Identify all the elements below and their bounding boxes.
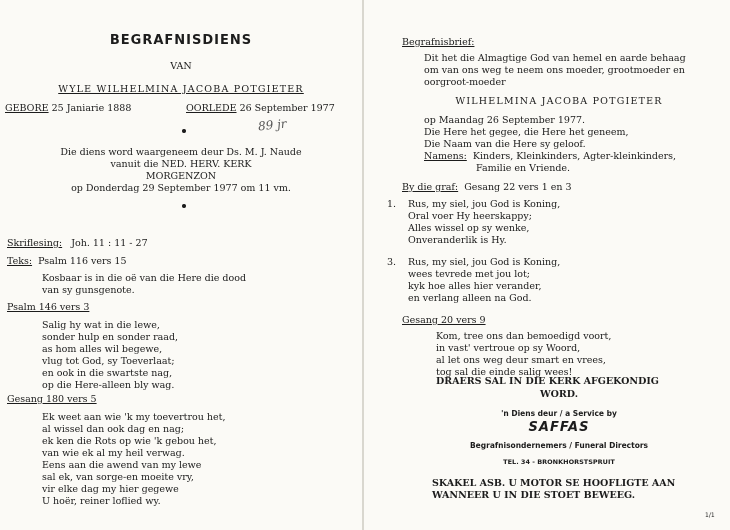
gesang20-line-4: tog sal die einde salig wees! (436, 367, 573, 378)
deceased-name: WYLE WILHELMINA JACOBA POTGIETER (58, 84, 304, 95)
verse3-line-3: kyk hoe alles hier verander, (408, 281, 542, 292)
psalm-line-1: Salig hy wat in die lewe, (42, 320, 160, 331)
graf-label: By die graf: (402, 182, 459, 193)
psalm-line-5: en ook in die swartste nag, (42, 368, 173, 379)
verse1-line-2: Oral voer Hy heerskappy; (408, 211, 532, 222)
verse1-line-1: Rus, my siel, jou God is Koning, (408, 199, 561, 210)
bullet-dot (182, 204, 186, 208)
brief-line-3: oorgroot-moeder (424, 77, 506, 88)
draers-line-2: WORD. (539, 389, 579, 400)
right-page (364, 0, 730, 530)
gesang20-label: Gesang 20 vers 9 (402, 315, 486, 326)
brief-line-5: Die Here het gegee, die Here het geneem, (424, 127, 629, 138)
oorlede-date: 26 September 1977 (239, 103, 335, 114)
gesang-label: Gesang 180 vers 5 (7, 394, 97, 405)
namens-text: Kinders, Kleinkinders, Agter-kleinkinders, (472, 151, 677, 162)
skriflesing-label: Skriflesing: (7, 238, 63, 249)
handwritten-note: 89 jr (257, 116, 288, 134)
brief-line-6: Die Naam van die Here sy geloof. (424, 139, 586, 150)
skakel-line-1: SKAKEL ASB. U MOTOR SE HOOFLIGTE AAN (432, 478, 676, 489)
gesang-line-1: Ek weet aan wie 'k my toevertrou het, (42, 412, 226, 423)
namens (424, 151, 676, 164)
graf (402, 182, 572, 195)
teks-ref: Psalm 116 vers 15 (38, 256, 127, 267)
namens-text-2: Familie en Vriende. (476, 163, 571, 174)
gesang-line-7: vir elke dag my hier gegewe (42, 484, 179, 495)
psalm-line-4: vlug tot God, sy Toeverlaat; (42, 356, 175, 367)
van-label: VAN (170, 61, 192, 72)
brief-label: Begrafnisbrief: (402, 37, 475, 48)
birth-line (5, 103, 131, 116)
death-line (186, 103, 335, 116)
telephone: TEL. 34 - BRONKHORSTSPRUIT (503, 458, 615, 466)
teks (7, 256, 127, 269)
funeral-directors: Begrafnisondernemers / Funeral Directors (469, 441, 649, 450)
skakel-line-2: WANNEER U IN DIE STOET BEWEEG. (432, 490, 636, 501)
psalm-line-6: op die Here-alleen bly wag. (42, 380, 175, 391)
gebore-date: 25 Janiarie 1888 (51, 103, 132, 114)
gesang-line-3: ek ken die Rots op wie 'k gebou het, (42, 436, 217, 447)
verse3-line-1: Rus, my siel, jou God is Koning, (408, 257, 561, 268)
brief-line-2: om van ons weg te neem ons moeder, grootmoeder en (424, 65, 685, 76)
gesang20-line-2: in vast' vertroue op sy Woord, (436, 343, 581, 354)
verse3-number: 3. (387, 257, 397, 268)
saffas-logo: SAFFAS (528, 420, 590, 435)
brief-line-4: op Maandag 26 September 1977. (424, 115, 586, 126)
teks-label: Teks: (7, 256, 33, 267)
left-page (0, 0, 362, 530)
gesang-line-8: U hoër, reiner loflied wy. (42, 496, 161, 507)
gesang20-line-1: Kom, tree ons dan bemoedigd voort, (436, 331, 612, 342)
verse1-line-4: Onveranderlik is Hy. (408, 235, 507, 246)
service-line-3: MORGENZON (145, 171, 217, 182)
service-line-2: vanuit die NED. HERV. KERK (110, 159, 252, 170)
oorlede-label: OORLEDE (186, 103, 237, 114)
bullet-dot (182, 129, 186, 133)
service-by: 'n Diens deur / a Service by (501, 409, 617, 418)
gebore-label: GEBORE (5, 103, 49, 114)
teks-line-2: van sy gunsgenote. (42, 285, 135, 296)
draers-line-1: DRAERS SAL IN DIE KERK AFGEKONDIG (436, 376, 659, 387)
skriflesing (7, 238, 148, 251)
verse1-line-3: Alles wissel op sy wenke, (408, 223, 530, 234)
brief-name: WILHELMINA JACOBA POTGIETER (455, 96, 663, 107)
graf-ref: Gesang 22 vers 1 en 3 (464, 182, 572, 193)
gesang20-line-3: al let ons weg deur smart en vrees, (436, 355, 606, 366)
service-line-4: op Donderdag 29 September 1977 om 11 vm. (71, 183, 291, 194)
service-line-1: Die diens word waargeneem deur Ds. M. J. Naude (60, 147, 302, 158)
psalm-line-3: as hom alles wil begewe, (42, 344, 163, 355)
brief-line-1: Dit het die Almagtige God van hemel en aarde behaag (424, 53, 686, 64)
verse3-line-4: en verlang alleen na God. (408, 293, 532, 304)
page-mark: 1/1 (705, 512, 715, 519)
skriflesing-ref: Joh. 11 : 11 - 27 (71, 238, 148, 249)
gesang-line-2: al wissel dan ook dag en nag; (42, 424, 185, 435)
verse1-number: 1. (387, 199, 397, 210)
gesang-line-6: sal ek, van sorge-en moeite vry, (42, 472, 194, 483)
namens-label: Namens: (424, 151, 467, 162)
verse3-line-2: wees tevrede met jou lot; (408, 269, 531, 280)
document-title: BEGRAFNISDIENS (109, 33, 253, 48)
teks-line-1: Kosbaar is in die oë van die Here die dood (42, 273, 247, 284)
psalm-line-2: sonder hulp en sonder raad, (42, 332, 179, 343)
gesang-line-4: van wie ek al my heil verwag. (42, 448, 185, 459)
gesang-line-5: Eens aan die awend van my lewe (42, 460, 202, 471)
psalm-label: Psalm 146 vers 3 (7, 302, 90, 313)
